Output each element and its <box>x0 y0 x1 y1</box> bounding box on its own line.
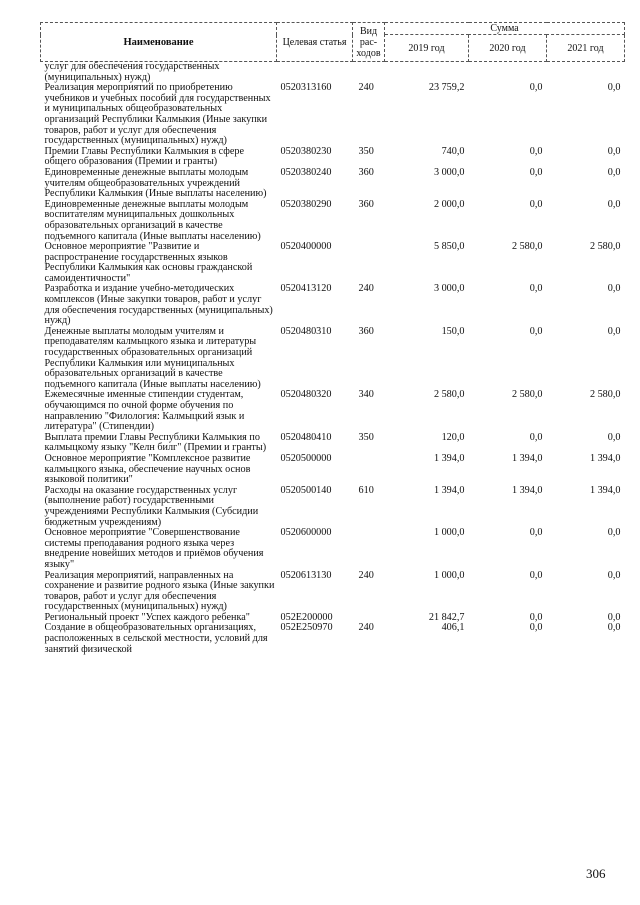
header-2019: 2019 год <box>385 35 469 62</box>
table-row <box>41 242 625 284</box>
row-2020: 0,0 <box>529 527 543 539</box>
row-name: Премии Главы Республики Калмыкия в сфере общего образования (Премии и гранты) <box>44 145 244 168</box>
row-code: 0520413120 <box>280 283 332 295</box>
header-vid: Вид рас-ходов <box>353 23 385 62</box>
row-name: Региональный проект "Успех каждого ребенка" <box>44 611 250 623</box>
header-code: Целевая статья <box>277 23 353 62</box>
row-2019: 3 000,0 <box>433 166 465 178</box>
row-2021 <box>547 62 625 84</box>
row-2019: 120,0 <box>441 431 465 443</box>
row-2020 <box>469 62 547 84</box>
row-2019: 1 000,0 <box>433 527 465 539</box>
row-name: Реализация мероприятий, направленных на сохранение и развитие родного языка (Иные закупки товаров, работ и услуг для обеспечения государственных (муниципальных) нужд) <box>44 569 275 613</box>
row-2021: 0,0 <box>607 431 621 443</box>
row-name: Основное мероприятие "Комплексное развитие калмыцкого языка, обеспечение научных основ языковой политики" <box>44 452 251 486</box>
row-code: 052E200000 <box>280 611 333 623</box>
table-row <box>41 284 625 326</box>
row-2020: 0,0 <box>529 198 543 210</box>
row-vid <box>353 454 385 486</box>
row-2019: 1 394,0 <box>433 484 465 496</box>
row-2021: 1 394,0 <box>589 452 621 464</box>
table-row <box>41 571 625 613</box>
row-name: Выплата премии Главы Республики Калмыкия по калмыцкому языку "Келн билг" (Премии и гранты) <box>44 431 267 454</box>
row-2019: 3 000,0 <box>433 283 465 295</box>
row-2021: 0,0 <box>607 569 621 581</box>
table-body <box>41 62 625 656</box>
row-2019: 5 850,0 <box>433 241 465 253</box>
row-vid: 360 <box>358 198 374 210</box>
row-2019 <box>385 62 469 84</box>
row-2019: 406,1 <box>441 622 465 634</box>
row-name: Разработка и издание учебно-методических комплексов (Иные закупки товаров, работ и услуг для обеспечения государственных (муниципальных) нужд) <box>44 283 273 327</box>
row-name: Реализация мероприятий по приобретению учебников и учебных пособий для государственных и муниципальных общеобразовательных организаций Республики Калмыкия (Иные закупки товаров, работ и услуг для обеспечения государственных (муниципальных) нужд) <box>44 82 271 147</box>
table-row <box>41 327 625 391</box>
row-2020: 1 394,0 <box>511 452 543 464</box>
row-vid <box>353 242 385 284</box>
row-code: 0520400000 <box>280 241 332 253</box>
row-name: Единовременные денежные выплаты молодым воспитателям муниципальных дошкольных образовательных организаций в качестве подъемного капитала (Иные выплаты населению) <box>44 198 261 242</box>
row-2020: 0,0 <box>529 431 543 443</box>
row-code: 0520480310 <box>280 325 332 337</box>
row-vid: 240 <box>358 622 374 634</box>
row-2021: 2 580,0 <box>589 389 621 401</box>
row-2020: 0,0 <box>529 622 543 634</box>
row-code: 0520313160 <box>280 82 332 94</box>
row-2019: 150,0 <box>441 325 465 337</box>
row-2019: 1 000,0 <box>433 569 465 581</box>
row-2021: 0,0 <box>607 325 621 337</box>
row-2019: 2 580,0 <box>433 389 465 401</box>
row-code: 0520500140 <box>280 484 332 496</box>
row-2019: 21 842,7 <box>428 611 465 623</box>
row-vid <box>353 528 385 570</box>
row-vid: 350 <box>358 145 374 157</box>
table-row <box>41 623 625 655</box>
row-name: Расходы на оказание государственных услуг (выполнение работ) государственными учреждениями Республики Калмыкия (Субсидии бюджетным учреждениям) <box>44 484 259 528</box>
row-2021: 2 580,0 <box>589 241 621 253</box>
row-2021: 0,0 <box>607 82 621 94</box>
table-row <box>41 168 625 200</box>
table-row <box>41 83 625 147</box>
row-vid: 610 <box>358 484 374 496</box>
row-2020: 0,0 <box>529 569 543 581</box>
table-row <box>41 486 625 528</box>
header-sum: Сумма <box>385 23 625 35</box>
row-2021: 0,0 <box>607 622 621 634</box>
row-2021: 0,0 <box>607 283 621 295</box>
row-vid: 350 <box>358 431 374 443</box>
table-row <box>41 62 625 84</box>
header-2020: 2020 год <box>469 35 547 62</box>
row-2021: 0,0 <box>607 166 621 178</box>
row-2019: 2 000,0 <box>433 198 465 210</box>
row-code: 0520380230 <box>280 145 332 157</box>
row-vid: 240 <box>358 82 374 94</box>
row-2021: 1 394,0 <box>589 484 621 496</box>
row-code: 0520613130 <box>280 569 332 581</box>
row-code: 0520600000 <box>280 527 332 539</box>
header-name: Наименование <box>41 23 277 62</box>
row-2020: 0,0 <box>529 82 543 94</box>
row-2021: 0,0 <box>607 145 621 157</box>
row-vid <box>353 62 385 84</box>
row-vid: 240 <box>358 283 374 295</box>
header-2021: 2021 год <box>547 35 625 62</box>
table-row <box>41 390 625 432</box>
table-row <box>41 147 625 168</box>
row-code <box>277 62 353 84</box>
row-name: Основное мероприятие "Совершенствование системы преподавания родного языка через внедрение новейших методов и приёмов обучения языку" <box>44 527 264 570</box>
row-2019: 23 759,2 <box>428 82 465 94</box>
budget-table <box>40 22 625 655</box>
row-vid: 240 <box>358 569 374 581</box>
row-vid: 340 <box>358 389 374 401</box>
row-name: Основное мероприятие "Развитие и распространение государственных языков Республики Калмыкия как основы гражданской самоидентичности" <box>44 241 253 284</box>
row-2019: 740,0 <box>441 145 465 157</box>
table-row <box>41 528 625 570</box>
row-2021: 0,0 <box>607 611 621 623</box>
row-code: 0520480410 <box>280 431 332 443</box>
row-name: услуг для обеспечения государственных (муниципальных) нужд) <box>44 61 220 83</box>
row-name: Создание в общеобразовательных организациях, расположенных в сельской местности, условий для занятий физической <box>44 622 268 655</box>
row-2020: 2 580,0 <box>511 389 543 401</box>
row-vid: 360 <box>358 166 374 178</box>
row-vid: 360 <box>358 325 374 337</box>
row-2019: 1 394,0 <box>433 452 465 464</box>
row-name: Денежные выплаты молодым учителям и преподавателям калмыцкого языка и литературы государственных образовательных организаций Республики Калмыкия или муниципальных образовательных организаций в качестве подъемного капитала (Иные выплаты населению) <box>44 325 261 390</box>
row-2020: 2 580,0 <box>511 241 543 253</box>
row-2020: 1 394,0 <box>511 484 543 496</box>
page-number: 306 <box>586 866 606 881</box>
table-row <box>41 433 625 454</box>
row-name: Единовременные денежные выплаты молодым учителям общеобразовательных учреждений Республики Калмыкия (Иные выплаты населению) <box>44 166 267 200</box>
row-code: 0520380240 <box>280 166 332 178</box>
row-2020: 0,0 <box>529 325 543 337</box>
row-code: 0520380290 <box>280 198 332 210</box>
table-row <box>41 454 625 486</box>
row-2020: 0,0 <box>529 145 543 157</box>
row-name: Ежемесячные именные стипендии студентам, обучающимся по очной форме обучения по направлению "Филология: Калмыцкий язык и литература" (Стипендии) <box>44 389 245 433</box>
row-2021: 0,0 <box>607 527 621 539</box>
row-code: 052E250970 <box>280 622 333 634</box>
row-code: 0520480320 <box>280 389 332 401</box>
table-row <box>41 200 625 242</box>
row-2021: 0,0 <box>607 198 621 210</box>
row-2020: 0,0 <box>529 611 543 623</box>
budget-table-sheet <box>40 22 624 655</box>
row-2020: 0,0 <box>529 166 543 178</box>
row-2020: 0,0 <box>529 283 543 295</box>
row-code: 0520500000 <box>280 452 332 464</box>
